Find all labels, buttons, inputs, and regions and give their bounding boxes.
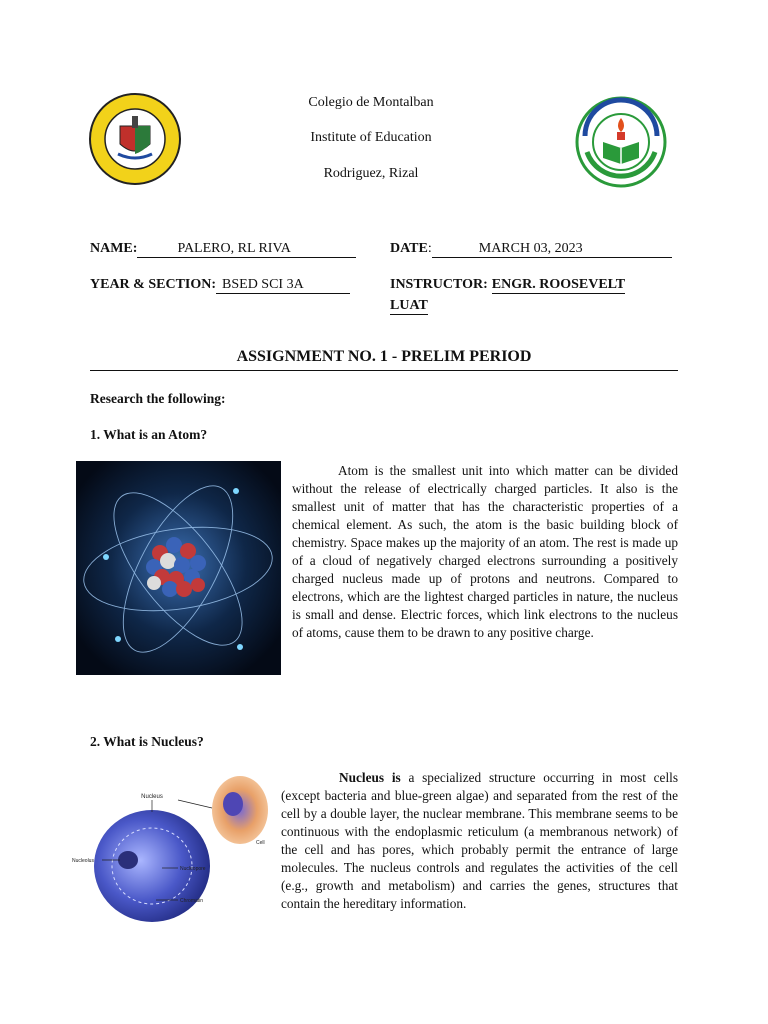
name-label: NAME: [90,241,138,256]
name-row [90,239,356,258]
name-value-field [137,241,356,258]
year-section-value: BSED SCI 3A [222,277,304,292]
cell-nucleus-diagram [70,768,275,928]
school-name: Colegio de Montalban [308,95,434,110]
year-section-row [90,275,350,294]
label-nucleus: Nucleus [141,794,163,800]
instruction-text: Research the following: [90,391,226,406]
title-divider [90,370,678,371]
q1-paragraph-block [292,462,678,642]
school-seal-icon [88,92,182,186]
instructor-row [390,275,680,315]
label-chromatin: Chromatin [180,898,204,904]
school-address: Rodriguez, Rizal [323,166,419,181]
cell-diagram [70,768,275,928]
date-value-field [432,241,672,258]
label-nucleopore: Nucleopore [180,866,206,872]
q1-paragraph: Atom is the smallest unit into which matter can be divided without the release of electrically charged particles. It also is the smallest unit of matter that has the characteristic properties of a chemical element. As such, the atom is the basic building block of chemistry. Space makes up the majority of an atom. The rest is made up of a cloud of negatively charged electrons surrounding a positively charged nucleus made up of protons and neutrons. Compared to electrons, which are the lightest charged particles in nature, the nucleus is small and dense. Electric forces, which link electrons to the nucleus of atoms, cause them to be drawn to any positive charge. [292,463,678,640]
instructor-value-line2: LUAT [390,298,428,313]
q2-paragraph: a specialized structure occurring in most cells (except bacteria and blue-green algae) and separated from the rest of the cell by a double layer, the nuclear membrane. This membrane seems to be continuous with the endoplasmic reticulum (a membranous network) of the cell and has pores, which probably permit the entrance of large molecules. The nucleus controls and regulates the activities of the cell (e.g., growth and metabolism) and carries the genes, structures that contain the hereditary information. [281,770,679,911]
atom-illustration [76,461,281,675]
year-section-value-field [216,277,350,294]
institute-seal-icon [575,96,667,188]
q2-heading: 2. What is Nucleus? [90,734,204,749]
institute-logo-right [575,96,667,188]
assignment-title: ASSIGNMENT NO. 1 - PRELIM PERIOD [236,348,532,365]
instructor-label: INSTRUCTOR: [390,277,488,292]
date-colon: : [427,241,432,256]
date-value: MARCH 03, 2023 [478,241,583,256]
q2-paragraph-block [281,769,678,913]
label-nucleolus: Nucleolus [72,858,94,864]
instructor-value-line1: ENGR. ROOSEVELT [491,277,626,292]
year-section-label: YEAR & SECTION: [90,277,217,292]
label-cell: Cell [256,840,265,846]
q2-lead: Nucleus is [339,770,401,785]
q1-heading: 1. What is an Atom? [90,427,208,442]
date-row [390,239,672,258]
school-logo-left [88,92,182,186]
name-value: PALERO, RL RIVA [177,241,291,256]
institute-name: Institute of Education [310,130,432,145]
date-label: DATE [390,241,428,256]
atom-image [76,461,281,675]
